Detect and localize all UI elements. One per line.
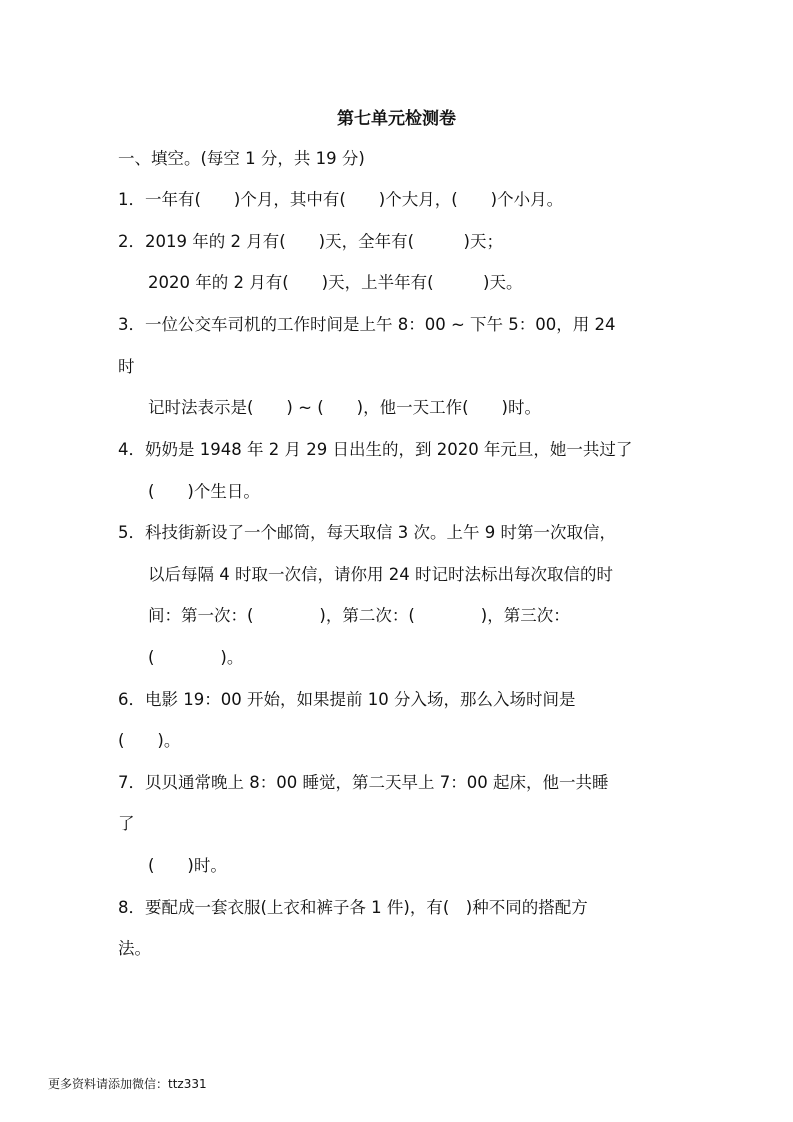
question-1: 1．一年有( )个月，其中有( )个大月，( )个小月。 bbox=[118, 190, 564, 209]
question-3-line-1: 3．一位公交车司机的工作时间是上午 8：00 ~ 下午 5：00，用 24 bbox=[118, 315, 616, 334]
question-6-line-1: 6．电影 19：00 开始，如果提前 10 分入场，那么入场时间是 bbox=[118, 690, 576, 709]
question-5-line-3: 间：第一次：( )，第二次：( )，第三次： bbox=[148, 606, 570, 625]
footer-note: 更多资料请添加微信：ttz331 bbox=[48, 1077, 207, 1091]
question-4-line-1: 4．奶奶是 1948 年 2 月 29 日出生的，到 2020 年元旦，她一共过了 bbox=[118, 440, 633, 459]
question-7-line-3: ( )时。 bbox=[148, 856, 227, 875]
question-7-line-1: 7．贝贝通常晚上 8：00 睡觉，第二天早上 7：00 起床，他一共睡 bbox=[118, 773, 609, 792]
question-8-line-2: 法。 bbox=[118, 939, 151, 958]
question-4-line-2: ( )个生日。 bbox=[148, 482, 260, 501]
question-2-line-2: 2020 年的 2 月有( )天，上半年有( )天。 bbox=[148, 273, 523, 292]
page-title: 第七单元检测卷 bbox=[337, 109, 456, 129]
question-3-line-3: 记时法表示是( ) ~ ( )，他一天工作( )时。 bbox=[148, 398, 541, 417]
question-6-line-2: ( )。 bbox=[118, 731, 181, 750]
question-5-line-4: ( )。 bbox=[148, 648, 244, 667]
question-7-line-2: 了 bbox=[118, 814, 135, 833]
question-3-line-2: 时 bbox=[118, 357, 135, 376]
section-heading: 一、填空。(每空 1 分，共 19 分) bbox=[118, 149, 365, 168]
question-8-line-1: 8．要配成一套衣服(上衣和裤子各 1 件)，有( )种不同的搭配方 bbox=[118, 898, 588, 917]
question-5-line-2: 以后每隔 4 时取一次信，请你用 24 时记时法标出每次取信的时 bbox=[148, 565, 613, 584]
question-5-line-1: 5．科技街新设了一个邮筒，每天取信 3 次。上午 9 时第一次取信， bbox=[118, 523, 616, 542]
question-2-line-1: 2．2019 年的 2 月有( )天，全年有( )天； bbox=[118, 232, 503, 251]
